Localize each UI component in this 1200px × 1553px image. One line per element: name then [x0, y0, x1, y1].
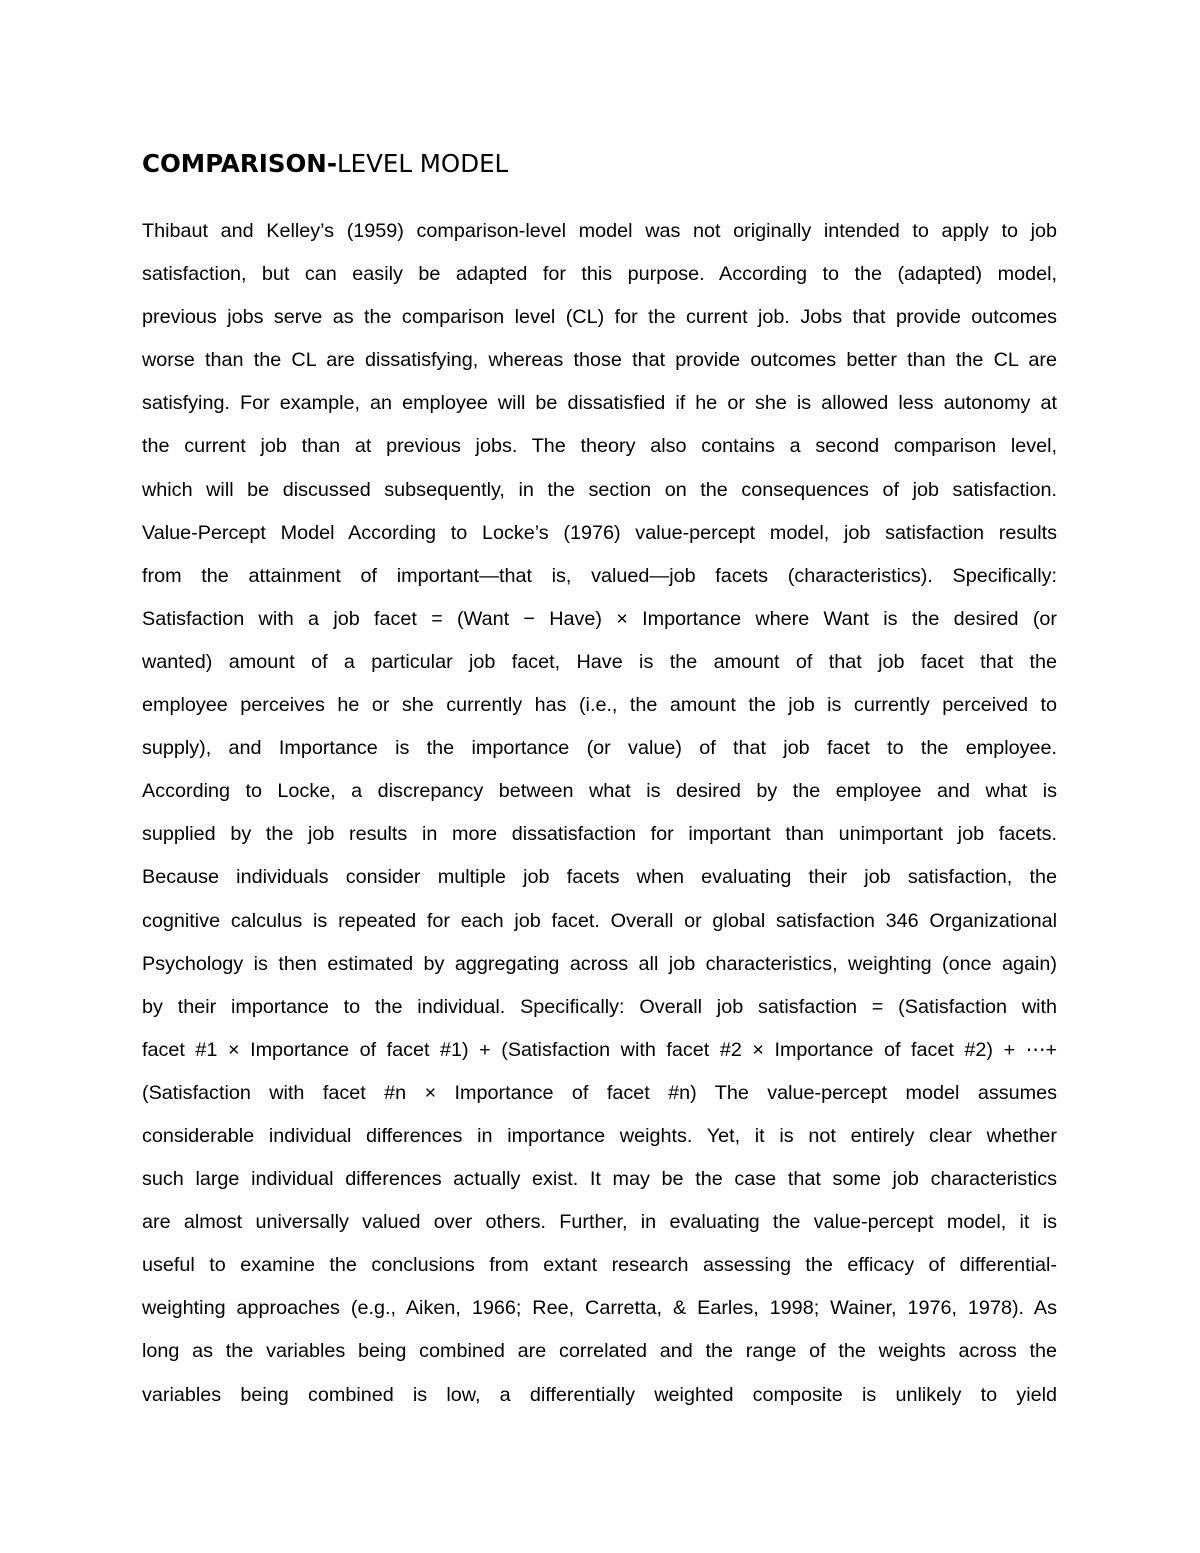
paragraph-line: supply), and Importance is the importance (or value) of that job facet to the employee. — [142, 737, 1057, 760]
paragraph-line: are almost universally valued over others. Further, in evaluating the value-percept model, it is — [142, 1211, 1057, 1234]
paragraph-line: Value-Percept Model According to Locke’s (1976) value-percept model, job satisfaction results — [142, 521, 1057, 544]
paragraph-line: cognitive calculus is repeated for each job facet. Overall or global satisfaction 346 Organizational — [142, 909, 1057, 932]
paragraph-line: such large individual differences actually exist. It may be the case that some job characteristics — [142, 1168, 1057, 1191]
paragraph-line: the current job than at previous jobs. The theory also contains a second comparison level, — [142, 435, 1057, 458]
section-heading-bold: COMPARISON- — [142, 149, 337, 178]
paragraph-line: useful to examine the conclusions from extant research assessing the efficacy of differential- — [142, 1254, 1057, 1277]
paragraph-line: wanted) amount of a particular job facet, Have is the amount of that job facet that the — [142, 650, 1057, 673]
paragraph-line: by their importance to the individual. Specifically: Overall job satisfaction = (Satisfaction with — [142, 995, 1057, 1018]
paragraph-line: considerable individual differences in importance weights. Yet, it is not entirely clear whether — [142, 1124, 1057, 1147]
paragraph-line: facet #1 × Importance of facet #1) + (Satisfaction with facet #2 × Importance of facet #2) + ⋯+ — [142, 1038, 1057, 1061]
paragraph-line: supplied by the job results in more dissatisfaction for important than unimportant job facets. — [142, 823, 1057, 846]
paragraph-line: (Satisfaction with facet #n × Importance of facet #n) The value-percept model assumes — [142, 1081, 1057, 1104]
section-heading-rest: LEVEL MODEL — [336, 149, 509, 178]
paragraph-line: previous jobs serve as the comparison level (CL) for the current job. Jobs that provide outcomes — [142, 306, 1057, 329]
paragraph-line: Because individuals consider multiple job facets when evaluating their job satisfaction, the — [142, 866, 1057, 889]
paragraph-line: Psychology is then estimated by aggregating across all job characteristics, weighting (once again) — [142, 952, 1057, 975]
paragraph-line: long as the variables being combined are correlated and the range of the weights across the — [142, 1340, 1057, 1363]
body-paragraph — [142, 212, 1057, 1419]
paragraph-line: According to Locke, a discrepancy between what is desired by the employee and what is — [142, 780, 1057, 803]
paragraph-line: from the attainment of important—that is, valued—job facets (characteristics). Specifically: — [142, 564, 1057, 587]
paragraph-line: satisfying. For example, an employee will be dissatisfied if he or she is allowed less autonomy at — [142, 392, 1057, 415]
paragraph-line: Satisfaction with a job facet = (Want − Have) × Importance where Want is the desired (or — [142, 607, 1057, 630]
paragraph-line: employee perceives he or she currently has (i.e., the amount the job is currently perceived to — [142, 694, 1057, 717]
paragraph-line: Thibaut and Kelley’s (1959) comparison-level model was not originally intended to apply to job — [142, 220, 1057, 242]
paragraph-line: worse than the CL are dissatisfying, whereas those that provide outcomes better than the CL are — [142, 349, 1057, 372]
paragraph-line: which will be discussed subsequently, in the section on the consequences of job satisfaction. — [142, 478, 1057, 501]
paragraph-line: satisfaction, but can easily be adapted for this purpose. According to the (adapted) model, — [142, 263, 1057, 286]
paragraph-line: weighting approaches (e.g., Aiken, 1966; Ree, Carretta, & Earles, 1998; Wainer, 1976, 1978). As — [142, 1297, 1057, 1320]
section-heading — [142, 146, 508, 182]
paragraph-line: variables being combined is low, a differentially weighted composite is unlikely to yield — [142, 1383, 1057, 1406]
